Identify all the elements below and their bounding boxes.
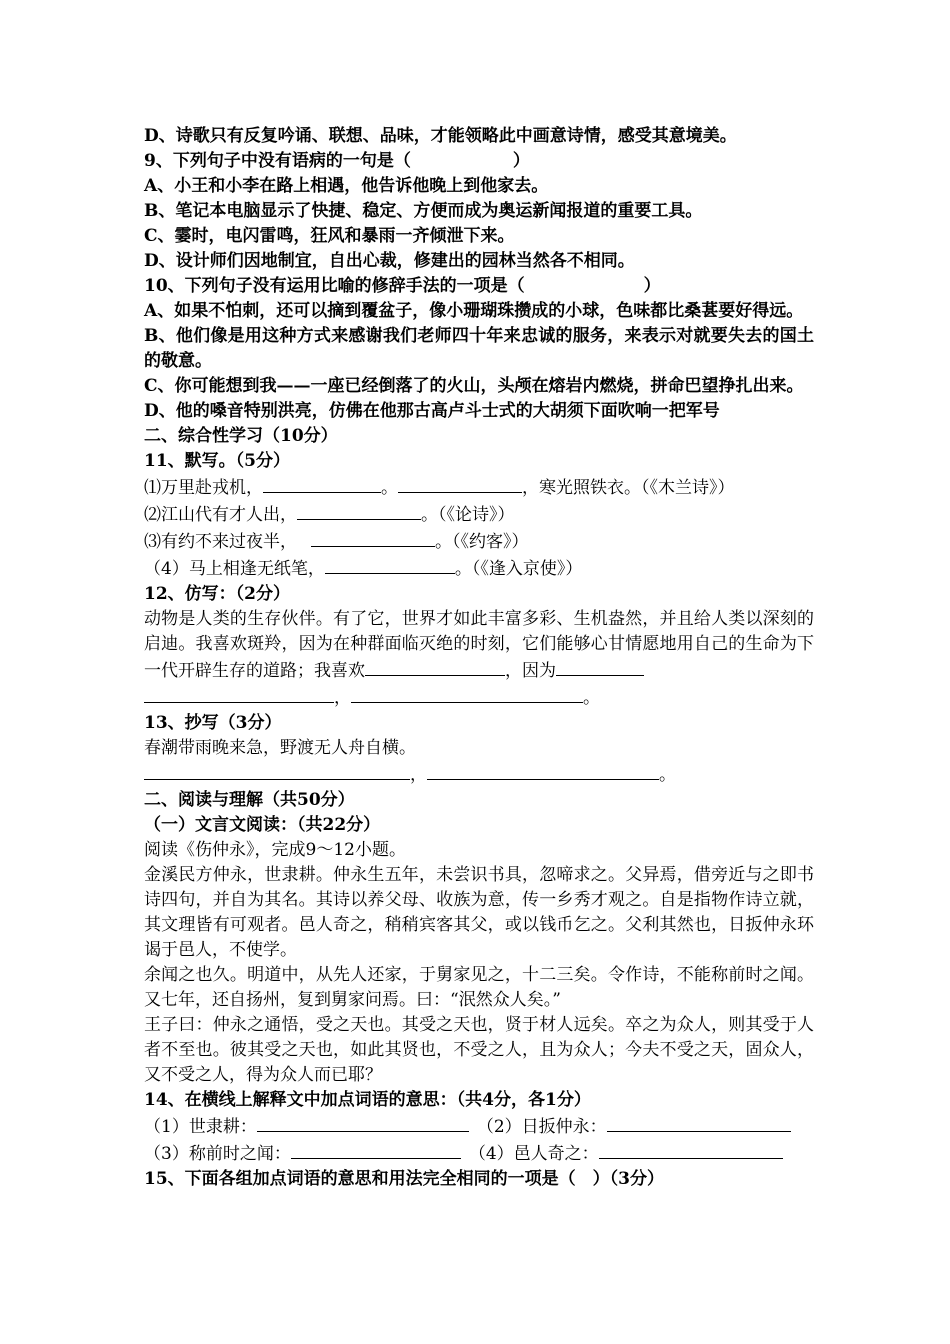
- q14-item: （3）称前时之闻：: [144, 1144, 291, 1164]
- dictation-text: ⑵江山代有才人出，: [144, 505, 297, 525]
- exam-page: [144, 124, 814, 1192]
- answer-blank[interactable]: [257, 1113, 469, 1132]
- dictation-text: ⑴万里赴戎机，: [144, 478, 263, 498]
- reading-intro: 阅读《伤仲永》，完成9～12小题。: [144, 840, 406, 860]
- question-line: D、他的嗓音特别洪亮，仿佛在他那古高卢斗士式的大胡须下面吹响一把军号: [144, 401, 720, 421]
- question-line: D、诗歌只有反复吟诵、联想、品味，才能领略此中画意诗情，感受其意境美。: [144, 126, 737, 146]
- dictation-4: [144, 555, 814, 582]
- q14-row-2: [144, 1140, 814, 1167]
- question-line: B、他们像是用这种方式来感谢我们老师四十年来忠诚的服务，来表示对就要失去的国土的敬意。: [144, 326, 814, 371]
- question-line: 二、综合性学习（10分）: [144, 426, 338, 446]
- answer-blank[interactable]: [311, 528, 435, 547]
- question-line: 10、下列句子没有运用比喻的修辞手法的一项是（ ）: [144, 276, 661, 296]
- passage-paragraph-1: 金溪民方仲永，世隶耕。仲永生五年，未尝识书具，忽啼求之。父异焉，借旁近与之即书诗四句，并自为其名。其诗以养父母、收族为意，传一乡秀才观之。自是指物作诗立就，其文理皆有可观者。邑人奇之，稍稍宾客其父，或以钱币乞之。父利其然也，日扳仲永环谒于邑人，不使学。: [144, 865, 814, 960]
- dictation-text: 。: [381, 478, 398, 498]
- question-line: C、霎时，电闪雷鸣，狂风和暴雨一齐倾泄下来。: [144, 226, 515, 246]
- question-block: [144, 124, 814, 474]
- question-line: A、小王和小李在路上相遇，他告诉他晚上到他家去。: [144, 176, 549, 196]
- answer-blank[interactable]: [144, 684, 334, 703]
- q13-end: 。: [659, 765, 676, 785]
- question-line: C、你可能想到我——一座已经倒落了的火山，头颅在熔岩内燃烧，拼命巴望挣扎出来。: [144, 376, 804, 396]
- answer-blank[interactable]: [365, 657, 505, 676]
- q12-mid: ，因为: [505, 661, 556, 681]
- answer-blank[interactable]: [607, 1113, 791, 1132]
- answer-blank[interactable]: [599, 1140, 783, 1159]
- answer-blank[interactable]: [556, 657, 644, 676]
- q14-item: （1）世隶耕：: [144, 1117, 257, 1137]
- q12-prompt: 动物是人类的生存伙伴。有了它，世界才如此丰富多彩、生机盎然，并且给人类以深刻的启迪。我喜欢斑羚，因为在种群面临灭绝的时刻，它们能够心甘情愿地用自己的生命为下一代开辟生存的道路；我喜欢: [144, 609, 814, 681]
- q12-title: 12、仿写：（2分）: [144, 584, 290, 604]
- question-line: A、如果不怕刺，还可以摘到覆盆子，像小珊瑚珠攒成的小球，色味都比桑葚要好得远。: [144, 301, 804, 321]
- q13-poem: 春潮带雨晚来急，野渡无人舟自横。: [144, 738, 416, 758]
- q14-item: （2）日扳仲永：: [476, 1117, 607, 1137]
- answer-blank[interactable]: [263, 474, 381, 493]
- q14-title: 14、在横线上解释文中加点词语的意思：（共4分，各1分）: [144, 1090, 591, 1110]
- question-line: D、设计师们因地制宜，自出心裁，修建出的园林当然各不相同。: [144, 251, 635, 271]
- dictation-text: 。（《论诗》）: [421, 505, 515, 525]
- question-line: B、笔记本电脑显示了快捷、稳定、方便而成为奥运新闻报道的重要工具。: [144, 201, 703, 221]
- dictation-text: 。（《逢入京使》）: [454, 559, 583, 579]
- q14-item: （4）邑人奇之：: [468, 1144, 599, 1164]
- q14-row-1: [144, 1113, 814, 1140]
- dictation-3: [144, 528, 814, 555]
- dictation-2: [144, 501, 814, 528]
- answer-blank[interactable]: [325, 555, 455, 574]
- q13-comma: ，: [410, 765, 427, 785]
- answer-blank[interactable]: [291, 1140, 461, 1159]
- question-line: 11、默写。（5分）: [144, 451, 290, 471]
- answer-blank[interactable]: [427, 761, 659, 780]
- section-title: 二、阅读与理解（共50分）: [144, 790, 355, 810]
- dictation-text: ，寒光照铁衣。（《木兰诗》）: [522, 478, 735, 498]
- answer-blank[interactable]: [398, 474, 522, 493]
- dictation-text: ⑶有约不来过夜半，: [144, 532, 297, 552]
- dictation-1: [144, 474, 814, 501]
- passage-paragraph-2: 余闻之也久。明道中，从先人还家，于舅家见之，十二三矣。令作诗，不能称前时之闻。又七年，还自扬州，复到舅家问焉。曰：“泯然众人矣。”: [144, 965, 814, 1010]
- q13-copy-line: [144, 761, 814, 788]
- answer-blank[interactable]: [144, 761, 410, 780]
- dictation-text: （4）马上相逢无纸笔，: [144, 559, 325, 579]
- subsection-title: （一）文言文阅读：（共22分）: [144, 815, 381, 835]
- q13-title: 13、抄写（3分）: [144, 713, 282, 733]
- q15-title: 15、下面各组加点词语的意思和用法完全相同的一项是（ ）（3分）: [144, 1169, 664, 1189]
- question-line: 9、下列句子中没有语病的一句是（ ）: [144, 151, 530, 171]
- q12-comma: ，: [334, 688, 351, 708]
- answer-blank[interactable]: [351, 684, 583, 703]
- passage-paragraph-3: 王子曰：仲永之通悟，受之天也。其受之天也，贤于材人远矣。卒之为众人，则其受于人者不至也。彼其受之天也，如此其贤也，不受之人，且为众人；今夫不受之天，固众人，又不受之人，得为众人而已耶？: [144, 1015, 814, 1085]
- answer-blank[interactable]: [297, 501, 421, 520]
- dictation-text: 。（《约客》）: [435, 532, 529, 552]
- q12-end: 。: [583, 688, 600, 708]
- q12-text: [144, 607, 814, 711]
